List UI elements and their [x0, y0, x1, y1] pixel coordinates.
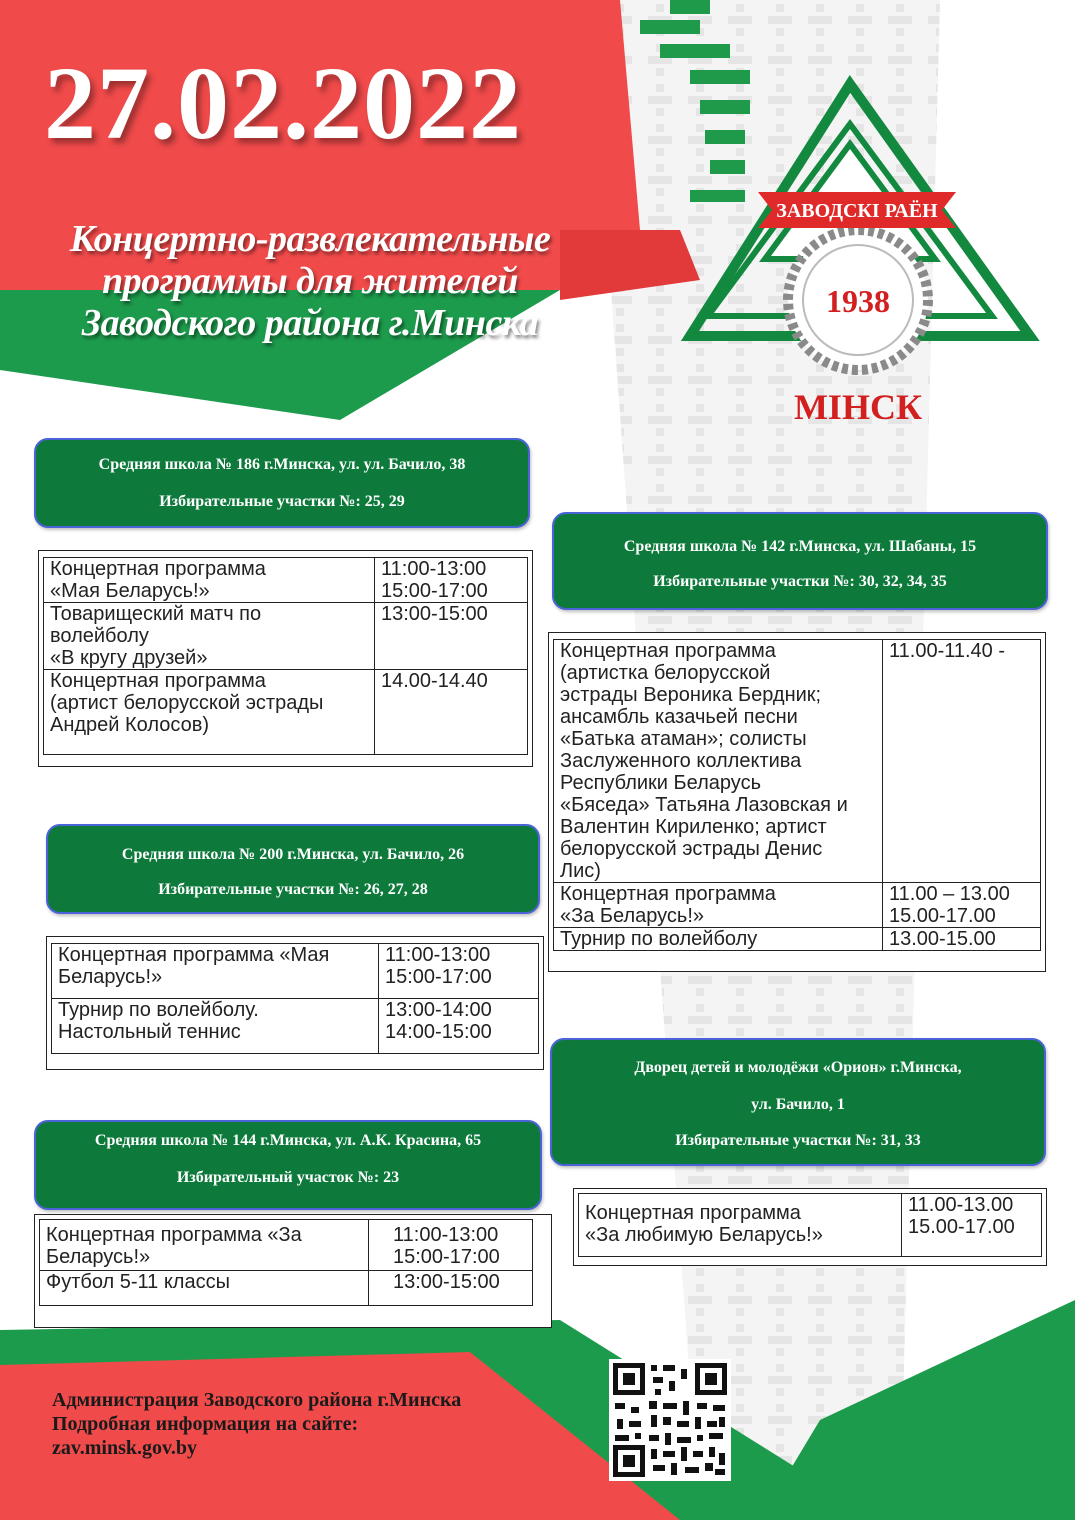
emblem-city: МІНСК	[793, 387, 923, 427]
venue-header-orion	[550, 1038, 1046, 1166]
program-cell: Концертная программа «Мая Беларусь!»	[44, 558, 375, 603]
schedule-table-orion	[573, 1188, 1047, 1266]
venue-header-school-142	[552, 512, 1048, 610]
time-cell: 11:00-13:00 15:00-17:00	[375, 558, 528, 603]
time-cell: 13.00-15.00	[883, 928, 1041, 951]
table-row	[554, 640, 1041, 883]
venue-header-school-144	[34, 1120, 542, 1210]
program-cell: Концертная программа «Мая Беларусь!»	[52, 944, 379, 999]
time-cell: 14.00-14.40	[375, 670, 528, 755]
time-cell: 11:00-13:00 15:00-17:00	[369, 1220, 533, 1271]
table-row	[44, 670, 528, 755]
program-cell: Турнир по волейболу	[554, 928, 883, 951]
footer-info	[52, 1388, 461, 1460]
schedule-table-school-200	[46, 936, 544, 1070]
venue-header-school-186	[34, 438, 530, 528]
time-cell: 11.00-13.00 15.00-17.00	[902, 1194, 1042, 1257]
table-row	[40, 1220, 533, 1271]
footer-website-link[interactable]: zav.minsk.gov.by	[52, 1437, 198, 1459]
venue-precincts: Избирательные участки №: 30, 32, 34, 35	[653, 573, 947, 590]
program-cell: Футбол 5-11 классы	[40, 1271, 369, 1306]
venue-precincts: Избирательные участки №: 26, 27, 28	[158, 881, 428, 898]
program-cell: Концертная программа «За Беларусь!»	[554, 883, 883, 928]
program-cell: Концертная программа (артистка белорусской эстрады Вероника Бердник; ансамбль казачьей песни «Батька атаман»; солисты Заслуженного коллектива Республики Беларусь «Бяседа» Татьяна Лазовская и Валентин Кириленко; артист белорусской эстрады Денис Лис)	[554, 640, 883, 883]
program-cell: Товарищеский матч по волейболу «В кругу друзей»	[44, 603, 375, 670]
venue-name: Средняя школа № 142 г.Минска, ул. Шабаны, 15	[623, 538, 977, 555]
venue-name: Средняя школа № 144 г.Минска, ул. А.К. Красина, 65	[94, 1132, 482, 1149]
schedule-table-school-186	[38, 550, 533, 767]
table-row	[52, 944, 539, 999]
time-cell: 11.00-11.40 -	[883, 640, 1041, 883]
footer-line: Администрация Заводского района г.Минска	[52, 1389, 462, 1411]
table-row	[554, 883, 1041, 928]
time-cell: 11:00-13:00 15:00-17:00	[379, 944, 539, 999]
venue-address: ул. Бачило, 1	[751, 1096, 845, 1113]
table-row	[554, 928, 1041, 951]
table-row	[44, 558, 528, 603]
qr-code[interactable]	[609, 1359, 731, 1481]
emblem-year: 1938	[826, 283, 890, 319]
program-cell: Концертная программа «За любимую Беларусь!»	[579, 1194, 902, 1257]
schedule-table-school-144	[34, 1214, 552, 1328]
title-line: Концертно-развлекательные	[69, 218, 551, 260]
time-cell: 13:00-15:00	[375, 603, 528, 670]
venue-name: Средняя школа № 200 г.Минска, ул. Бачило, 26	[121, 846, 465, 863]
emblem-ribbon-text: ЗАВОДСКI РАЁН	[776, 200, 938, 222]
time-cell: 13:00-14:00 14:00-15:00	[379, 999, 539, 1054]
time-cell: 11.00 – 13.00 15.00-17.00	[883, 883, 1041, 928]
title-line: программы для жителей	[102, 260, 518, 302]
schedule-table-school-142	[548, 632, 1046, 972]
venue-precincts: Избирательные участки №: 25, 29	[159, 493, 405, 510]
venue-header-school-200	[46, 824, 540, 914]
venue-precincts: Избирательный участок №: 23	[176, 1169, 400, 1186]
table-row	[44, 603, 528, 670]
venue-name: Дворец детей и молодёжи «Орион» г.Минска,	[634, 1059, 962, 1076]
event-date: 27.02.2022	[44, 46, 522, 161]
program-cell: Концертная программа (артист белорусской эстрады Андрей Колосов)	[44, 670, 375, 755]
page-title	[30, 218, 590, 344]
time-cell: 13:00-15:00	[369, 1271, 533, 1306]
program-cell: Турнир по волейболу. Настольный теннис	[52, 999, 379, 1054]
district-emblem	[680, 74, 1040, 434]
table-row	[52, 999, 539, 1054]
table-row	[579, 1194, 1042, 1257]
footer-line: Подробная информация на сайте:	[52, 1413, 359, 1435]
program-cell: Концертная программа «За Беларусь!»	[40, 1220, 369, 1271]
venue-precincts: Избирательные участки №: 31, 33	[675, 1132, 921, 1149]
venue-name: Средняя школа № 186 г.Минска, ул. ул. Бачило, 38	[98, 456, 466, 473]
table-row	[40, 1271, 533, 1306]
title-line: Заводского района г.Минска	[81, 302, 539, 344]
